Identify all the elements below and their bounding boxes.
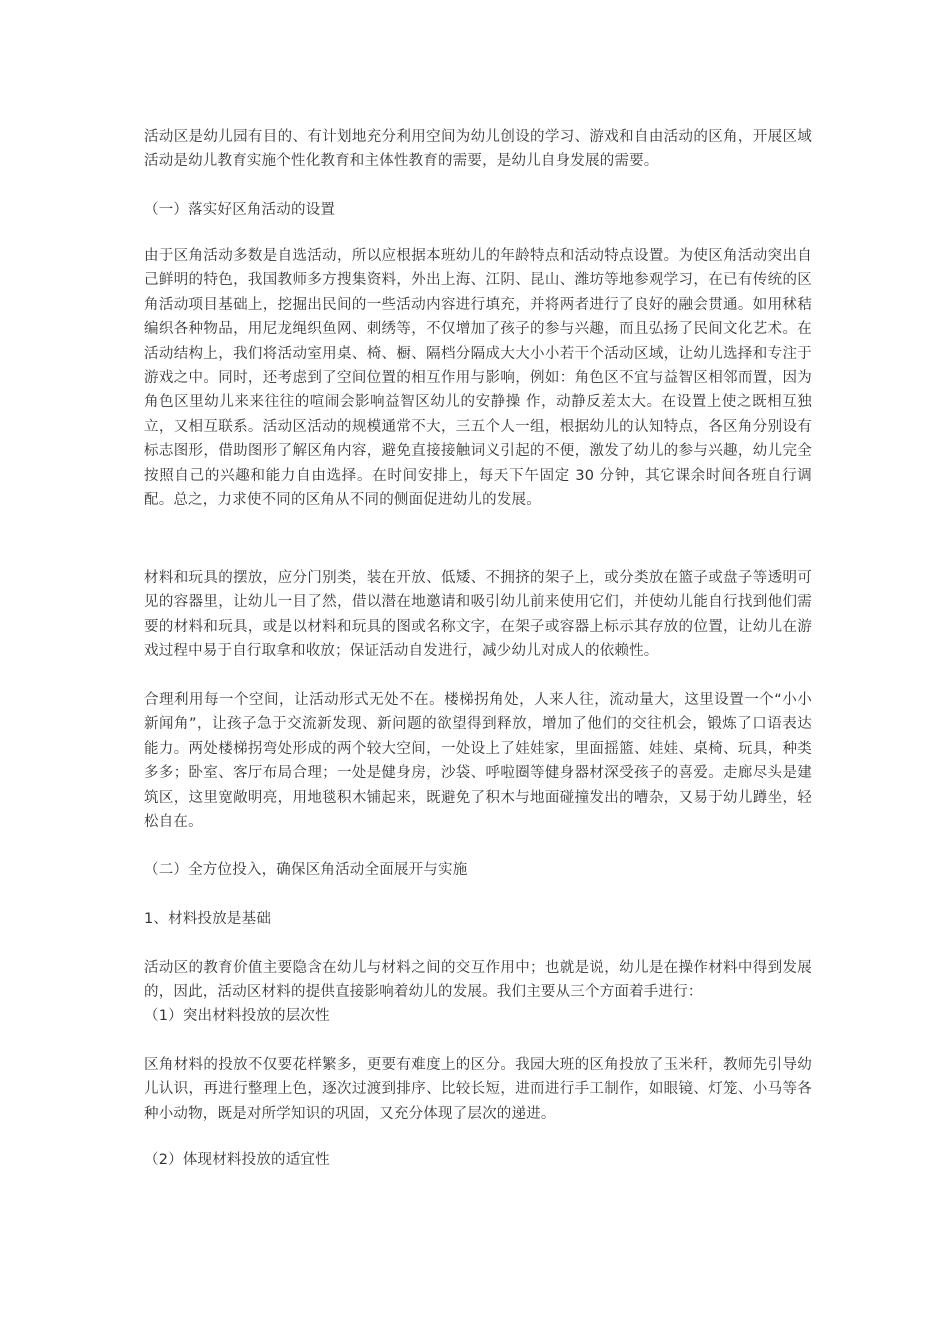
point-2-heading: （2）体现材料投放的适宜性	[144, 1152, 330, 1168]
subsection-1-heading: 1、材料投放是基础	[144, 911, 272, 927]
subsection-1-paragraph: 活动区的教育价值主要隐含在幼儿与材料之间的交互作用中；也就是说，幼儿是在操作材料中得到发展的，因此，活动区材料的提供直接影响着幼儿的发展。我们主要从三个方面着手进行：	[144, 960, 812, 1001]
section-1-heading: （一）落实好区角活动的设置	[144, 202, 336, 218]
section-1-paragraph-space: 合理利用每一个空间，让活动形式无处不在。楼梯拐角处，人来人往，流动量大，这里设置一个“小小新闻角”，让孩子急于交流新发现、新问题的欲望得到释放，增加了他们的交往机会，锻炼了口语表达能力。两处楼梯拐弯处形成的两个较大空间，一处设上了娃娃家，里面摇篮、娃娃、桌椅、玩具，种类多多；卧室、客厅布局合理；一处是健身房，沙袋、呼啦圈等健身器材深受孩子的喜爱。走廊尽头是建筑区，这里宽敞明亮，用地毯积木铺起来，既避免了积木与地面碰撞发出的嘈杂，又易于幼儿蹲坐，轻松自在。	[144, 692, 812, 831]
intro-paragraph: 活动区是幼儿园有目的、有计划地充分利用空间为幼儿创设的学习、游戏和自由活动的区角，开展区域活动是幼儿教育实施个性化教育和主体性教育的需要，是幼儿自身发展的需要。	[144, 129, 812, 170]
section-1-paragraph-materials: 材料和玩具的摆放，应分门别类，装在开放、低矮、不拥挤的架子上，或分类放在篮子或盘子等透明可见的容器里，让幼儿一目了然，借以潜在地邀请和吸引幼儿前来使用它们，并使幼儿能自行找到他们需要的材料和玩具，或是以材料和玩具的图或名称文字，在架子或容器上标示其存放的位置，让幼儿在游戏过程中易于自行取拿和收放；保证活动自发进行，减少幼儿对成人的依赖性。	[144, 570, 812, 660]
point-1-paragraph: 区角材料的投放不仅要花样繁多，更要有难度上的区分。我园大班的区角投放了玉米秆，教师先引导幼儿认识，再进行整理上色，逐次过渡到排序、比较长短，进而进行手工制作，如眼镜、灯笼、小马等各种小动物，既是对所学知识的巩固，又充分体现了层次的递进。	[144, 1057, 812, 1122]
section-2-heading: （二）全方位投入，确保区角活动全面展开与实施	[144, 862, 468, 878]
point-1-heading: （1）突出材料投放的层次性	[144, 1008, 330, 1024]
section-1-paragraph-settings: 由于区角活动多数是自选活动，所以应根据本班幼儿的年龄特点和活动特点设置。为使区角活动突出自己鲜明的特色，我国教师多方搜集资料，外出上海、江阴、昆山、潍坊等地参观学习，在已有传统的区角活动项目基础上，挖掘出民间的一些活动内容进行填充，并将两者进行了良好的融会贯通。如用秫秸编织各种物品，用尼龙绳织鱼网、刺绣等，不仅增加了孩子的参与兴趣，而且弘扬了民间文化艺术。在活动结构上，我们将活动室用桌、椅、橱、隔档分隔成大大小小若干个活动区域，让幼儿选择和专注于游戏之中。同时，还考虑到了空间位置的相互作用与影响，例如：角色区不宜与益智区相邻而置，因为角色区里幼儿来来往往的喧闹会影响益智区幼儿的安静操 作，动静反差太大。在设置上使之既相互独立，又相互联系。活动区活动的规模通常不大，三五个人一组，根据幼儿的认知特点，各区角分别设有标志图形，借助图形了解区角内容，避免直接接触词义引起的不便，激发了幼儿的参与兴趣，幼儿完全按照自己的兴趣和能力自由选择。在时间安排上，每天下午固定 30 分钟，其它课余时间各班自行调配。总之，力求使不同的区角从不同的侧面促进幼儿的发展。	[144, 248, 812, 509]
